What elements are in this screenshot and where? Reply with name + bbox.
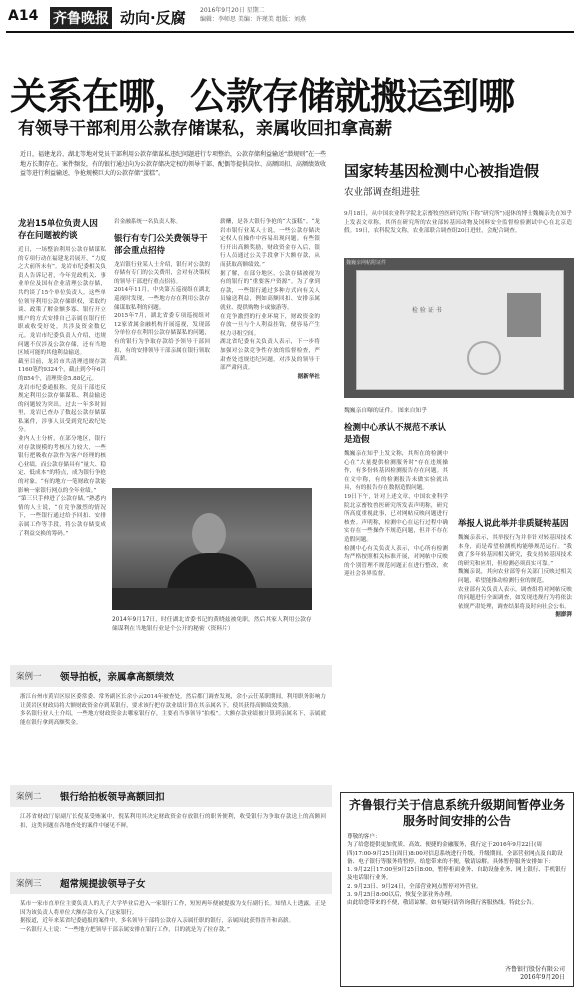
lead-paragraph: 近日，福建龙岩、湖北等地对党员干部利用公款存储谋私违纪问题进行专项整治，公款存储利益输送“潜规则”在一些地方长期存在。案件频发，有的银行通过向为公款存储决定权的领导干部、配偶等提供岗位、高额回扣、高额绩效收益等进行利益输送，争抢规模巨大的公款存储“蛋糕”。 [20, 151, 327, 177]
certificate-seal [467, 341, 501, 375]
photo-desk [112, 588, 312, 610]
subheadline: 有领导干部利用公款存储谋私，亲属收回扣拿高薪 [18, 119, 392, 139]
column-2-subheading: 银行有专门公关费领导干部会重点招待 [114, 233, 208, 256]
column-1-subheading: 龙岩15单位负责人因存在问题被约谈 [18, 219, 98, 241]
case-1-header [10, 665, 332, 687]
right-body-2: 魏巍亲表示，其举报行为并非针对转基因技术本身，而是希望检测机构能够规范运行。“我做了多年转基因相关研究，我支持转基因技术的研究和应用，但检测必须真实可靠。” 魏巍亲说，其向农业部等有关部门反映过相关问题，希望能推动检测行业的规范。 农业部有关负责人表示，调查组将对网帖反映的问题进行全面调查，如发现违规行为将依法依规严肃处理，调查结果将及时向社会公布。 [458, 535, 572, 610]
announcement-title: 齐鲁银行关于信息系统升级期间暂停业务服务时间安排的公告 [348, 798, 565, 828]
article-column-1 [18, 218, 106, 638]
photo-person-head [192, 513, 226, 555]
article-column-2 [114, 218, 210, 480]
case-2-title: 银行给拍板领导高额回扣 [60, 792, 165, 803]
case-2-header [10, 785, 332, 807]
section-title: 动向·反腐 [120, 9, 186, 27]
case-2-tag: 案例二 [16, 792, 42, 802]
announcement-signature [505, 966, 565, 982]
case-3-tag: 案例三 [16, 879, 42, 889]
case-2 [10, 785, 332, 852]
announcement-body: 尊敬的客户： 为了给您提供更加优质、高效、便捷的金融服务，我行定于2016年9月22日(周四)17:00-9月25日(周日)8:00对信息系统进行升级。升级期间，全部营业网点及自助设备、电子银行等服务将暂停，给您带来的不便，敬请谅解。具体暂停服务安排如下： 1. 9月22日17:00至9月25日8:00，暂停柜面业务、自助设备业务、网上银行、手机银行及电话银行业务。 2. 9月23日、9月24日，全部营业网点暂停对外营业。 3. 9月25日8:00以后，恢复全部业务办理。 由此给您带来的不便，敬请谅解。如有疑问请咨询我行客服热线。特此公告。 [347, 834, 567, 907]
column-2-top-text: 岩金融系统一名负责人称。 [114, 219, 182, 225]
right-subheading-1: 检测中心承认不规范不承认是造假 [344, 423, 447, 445]
right-column-b [458, 422, 572, 784]
newspaper-logo: 齐鲁晚报 [50, 7, 112, 29]
case-2-body: 江苏省财政厅原副厅长倪某受贿案中，倪某利用其决定财政资金存放银行的职务便利，收受银行为争取存款送上的高额回扣，这类问题在各地查处的案件中屡见不鲜。 [20, 814, 326, 829]
page-number: A14 [8, 8, 39, 24]
certificate-paper [356, 270, 564, 390]
case-1-body: 浙江台州市黄岩区原区委常委、常务副区长余小云2014年被查处，然后都门调查发现，余小云任某职期间，利用职务影响力让黄岩区财政局将大额财政资金存到某银行，要求该行把存款业绩计算在其亲属名下，使其获得高额绩效奖励。 多名银行业人士介绍，一些地方财政资金去哪家银行存，主要看当事领导“拍板”。大额存款业绩被计算到亲属名下，亲属就能在银行拿到高额奖金。 [20, 694, 326, 726]
header-rule [6, 31, 574, 33]
case-3 [10, 872, 332, 986]
headline: 关系在哪，公款存储就搬运到哪 [10, 75, 514, 118]
right-article-subtitle: 农业部调查组进驻 [344, 187, 421, 198]
case-1-tag: 案例一 [16, 672, 42, 682]
header-editors: 编辑：李师思 美编：许瑾美 组版：刘燕 [200, 16, 306, 23]
certificate-photo [507, 293, 541, 337]
header-date: 2016年9月20日 星期二 [200, 7, 265, 14]
news-photo [112, 488, 312, 610]
case-3-header [10, 872, 332, 894]
announcement-signer: 齐鲁银行股份有限公司 [504, 966, 565, 973]
case-1 [10, 665, 332, 762]
right-byline: 据澎湃 [555, 612, 572, 619]
right-body-1: 魏巍亲在知乎上发文称，其所在的检测中心在“大量提供检测服务时”存在违规操作，有多份转基因检测报告存在问题。其在文中称，有的检测报告未做实验就出具，有的报告存在数据造假问题。 19日下午，针对上述文章，中国农业科学院北京畜牧兽医研究所发表声明称，研究所高度重视此事，已对网帖反映问题进行核查。声明称，检测中心在运行过程中确实存在一些操作不规范问题，但并不存在造假问题。 检测中心有关负责人表示，中心所有检测均严格按照相关标准开展，对网帖中反映的个别管理不规范问题正在进行整改，欢迎社会各界监督。 [344, 451, 448, 578]
article-column-3 [220, 218, 320, 480]
certificate-caption: 魏巍亲自曝的证件。 图来自知乎 [344, 408, 427, 414]
case-3-body: 某市一家市直单位主要负责人的儿子大学毕业后进入一家银行工作，短短两年便被提拔为支行副行长。知情人士透露，正是因为该负责人将单位大额存款存入了这家银行。 据报道，近年来某省纪委通报的案件中，多名领导干部将公款存入亲属任职的银行，亲属因此获得晋升和高薪。 一名银行人士说：“一些地方把领导干部亲属安排在银行工作，目的就是为了拉存款。” [20, 901, 326, 933]
masthead [0, 0, 580, 34]
right-column-a [344, 422, 448, 784]
bank-announcement [340, 792, 574, 987]
right-article-title: 国家转基因检测中心被指造假 [344, 162, 540, 180]
right-article-lead: 9月18日，从中国农业科学院北京畜牧兽医研究所(下称“研究所”)退休的博士魏巍亲先在知乎上发表文章称，其所在研究所的农业部转基因动物及饲料安全监督检验测试中心在北京造假。19日，农科院发文称，农业部联合调查组20日进驻，会配合调查。 [344, 211, 572, 235]
certificate-title: 检 验 证 书 [412, 307, 442, 314]
column-1-body: 近日，一场整治利用公款存储谋私的专项行动在福建龙岩展开，“力度之大前所未有”。龙岩市纪委相关负责人告诉记者，今年党政机关、事业单位及国有企业清理公款存储，共约谈了15个单位负责人。这些单位领导利用公款存储职权，采取约谈、政策了解金额多寡、银行开立账户的方式安排自己亲属在银行任职或收受好处，共涉及资金数亿元。龙岩市纪委负责人介绍，违规问题不仅涉及公款存储，还有当地区域可能的其他利益输送。 截至目前，龙岩市共清理违规存款1160笔约9324个，截止到今年6月的854个，清理资金5.88亿元。 龙岩市纪委通报称，党员干部违反规定利用公款存储谋私、利益输送的问题较为突出。过去一年多时间里，龙岩已查办了数起公款存储谋私案件，涉事人员受到党纪政纪处分。 业内人士分析，在部分地区，银行对存款规模的考核压力较大，一些银行把吸收存款作为客户经理的核心业绩，而公款存储具有“量大、稳定、低成本”的特点，成为银行争抢的对象。“有的地方一笔财政存款能影响一家银行网点的全年业绩。” “第三只手伸进了公款存储。”熟悉内情的人士说，“在竞争激烈的情况下，一些银行通过给予回扣、安排亲属工作等手段，将公款存储变成了利益交换的筹码。” [18, 247, 106, 537]
certificate-image [344, 258, 574, 398]
article-byline: 据新华社 [297, 373, 320, 380]
certificate-label: 魏巍亲网帖附证件 [346, 260, 387, 266]
announcement-date: 2016年9月20日 [520, 974, 565, 981]
column-3-body: 薪酬，是各大银行争抢的“大蛋糕”。“龙岩市银行业某人士说，一些公款存储决定权人在操作中容易出现问题。有些银行开出高额奖励，财政资金存入后，银行人员通过公关手段拿下大额存款，从而获取高额绩效。” 据了解，在部分地区，公款存储被视为有的银行的“重要客户资源”。为了拿到存款，一些银行通过多种方式向有关人员输送利益，例如高额回扣、安排亲属就业、提供购物卡或旅游等。 在竞争激烈的行业环境下，财政资金的存放一旦与个人利益挂钩，便容易产生权力寻租空间。 湖北省纪委有关负责人表示，下一步将加强对公款竞争性存放的监督检查，严肃查处违规违纪问题，对涉及的领导干部严肃问责。 [220, 219, 320, 372]
case-3-title: 超常规提拔领导子女 [60, 879, 146, 890]
header-meta [200, 6, 306, 24]
right-subheading-2: 举报人说此举并非质疑转基因 [458, 519, 569, 529]
case-1-title: 领导拍板，亲属拿高额绩效 [60, 672, 175, 683]
column-2-body: 龙岩银行业某人士介绍，银行对公款的存储有专门的公关费用，会对有决策权的领导干部进行重点招待。 2014年11月，中央第五巡视组在湖北巡视时发现，一些地方存在利用公款存储谋取私利的问题。 2015年7月，湖北省委专项巡视组对12家省属金融机构开展巡视，发现部分单位存在利用公款存储谋私的问题，有的银行为争取存款给予领导干部回扣，有的安排领导干部亲属在银行领取高薪。 [114, 261, 210, 363]
photo-caption: 2014年9月17日，时任湖北省委书记的黄晓兹被免职，然后其家人利用公款存储谋利在当地银行业是个公开的秘密（资料片） [112, 617, 312, 632]
